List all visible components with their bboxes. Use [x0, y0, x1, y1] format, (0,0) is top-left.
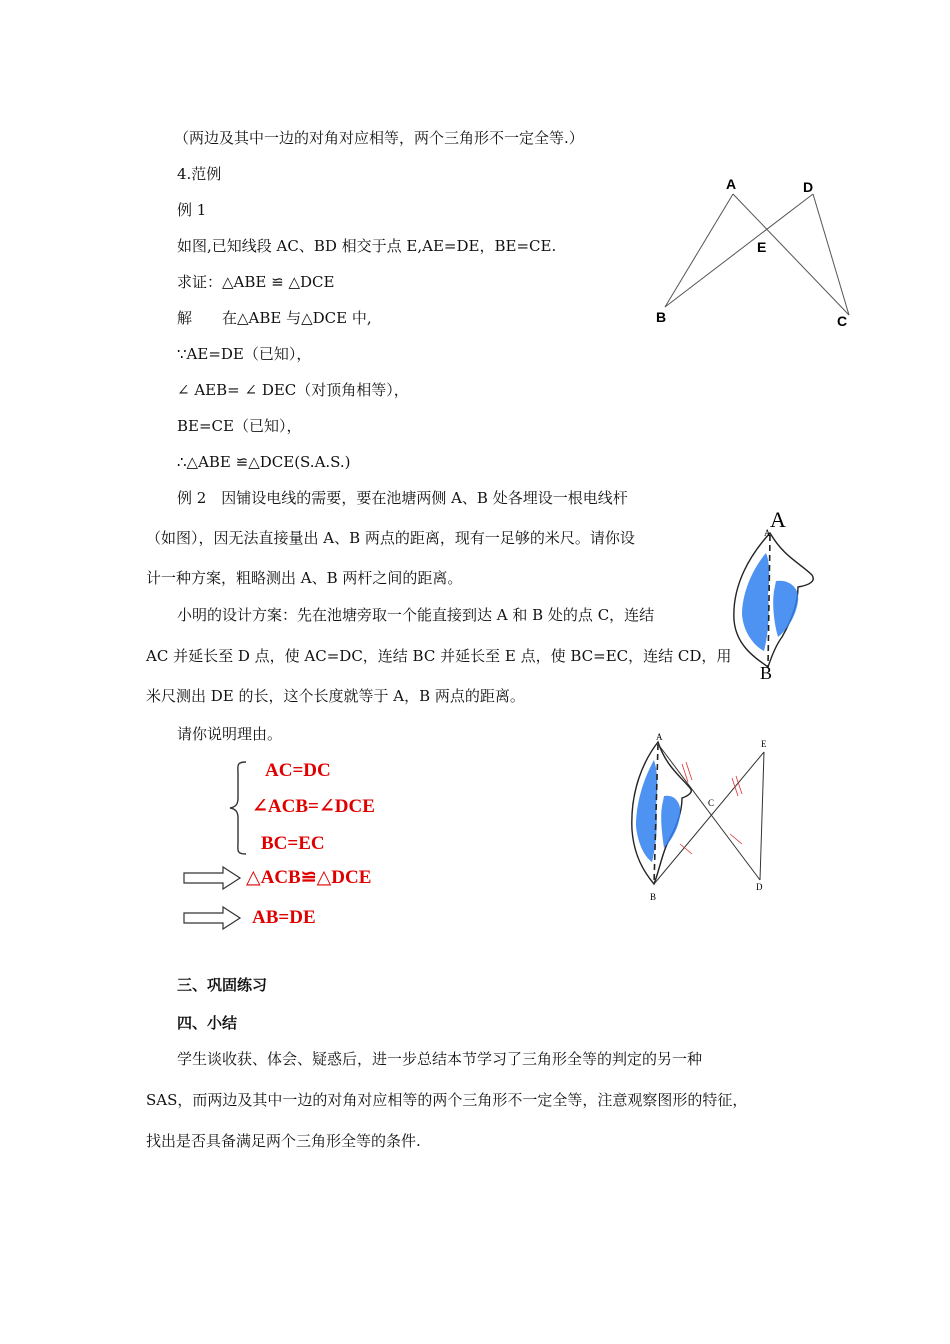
summary-paragraph-1: 学生谈收获、体会、疑惑后，进一步总结本节学习了三角形全等的判定的另一种	[177, 1050, 703, 1068]
point-label-b: B	[656, 309, 667, 325]
point-label-c: C	[708, 798, 715, 808]
point-label-a: A	[656, 732, 663, 742]
example2-paragraph-3: 计一种方案，粗略测出 A、B 两杆之间的距离。	[146, 569, 463, 587]
brace-icon	[228, 760, 250, 856]
example1-given: 如图,已知线段 AC、BD 相交于点 E,AE=DE，BE=CE.	[177, 237, 557, 255]
proof-condition-3: BC=EC	[261, 833, 325, 854]
plan-paragraph-2: AC 并延长至 D 点，使 AC=DC，连结 BC 并延长至 E 点，使 BC=EC，连结 CD，用	[146, 647, 732, 665]
proof-step-2: ∠ AEB= ∠ DEC（对顶角相等），	[177, 381, 409, 399]
proof-condition-1: AC=DC	[265, 760, 331, 781]
proof-step-4: ∴△ABE ≌△DCE(S.A.S.)	[177, 453, 351, 471]
example2-paragraph-2: （如图），因无法直接量出 A、B 两点的距离，现有一足够的米尺。请你设	[146, 529, 635, 547]
figure-pond-construction	[620, 730, 780, 910]
plan-paragraph-3: 米尺测出 DE 的长，这个长度就等于 A，B 两点的距离。	[146, 687, 525, 705]
section-heading-practice: 三、巩固练习	[177, 976, 268, 994]
solution-line: 解 在△ABE 与△DCE 中,	[177, 309, 372, 327]
reason-prompt: 请你说明理由。	[177, 725, 283, 743]
section-heading-summary: 四、小结	[177, 1014, 238, 1032]
figure-pond	[720, 505, 820, 685]
point-label-a-small: A	[764, 528, 771, 538]
point-label-b: B	[760, 663, 773, 683]
point-label-b: B	[650, 892, 657, 902]
proof-step-1: ∵AE=DE（已知），	[177, 345, 312, 363]
arrow-right-icon	[183, 906, 241, 930]
example2-paragraph-1: 例 2 因铺设电线的需要，要在池塘两侧 A、B 处各埋设一根电线杆	[177, 489, 628, 507]
point-label-c: C	[837, 313, 848, 329]
proof-result-equal: AB=DE	[252, 907, 316, 928]
point-label-e: E	[757, 239, 767, 255]
figure-intersecting-segments	[640, 170, 870, 340]
proof-step-3: BE=CE（已知），	[177, 417, 302, 435]
point-label-d: D	[803, 179, 814, 195]
proof-condition-2: ∠ACB=∠DCE	[252, 796, 375, 817]
point-label-a-large: A	[770, 507, 786, 532]
proof-result-congruent: △ACB≌△DCE	[246, 867, 372, 888]
example-heading: 4.范例	[177, 165, 222, 183]
point-label-d: D	[756, 882, 763, 892]
point-label-a: A	[726, 176, 737, 192]
note-line: （两边及其中一边的对角对应相等，两个三角形不一定全等.）	[174, 129, 584, 147]
summary-paragraph-2: SAS，而两边及其中一边的对角对应相等的两个三角形不一定全等，注意观察图形的特征，	[146, 1091, 748, 1109]
point-label-e: E	[761, 739, 767, 749]
example1-label: 例 1	[177, 201, 207, 219]
arrow-right-icon	[183, 866, 241, 890]
summary-paragraph-3: 找出是否具备满足两个三角形全等的条件.	[146, 1132, 421, 1150]
example1-prove: 求证：△ABE ≌ △DCE	[177, 273, 335, 291]
plan-paragraph-1: 小明的设计方案：先在池塘旁取一个能直接到达 A 和 B 处的点 C，连结	[177, 606, 655, 624]
